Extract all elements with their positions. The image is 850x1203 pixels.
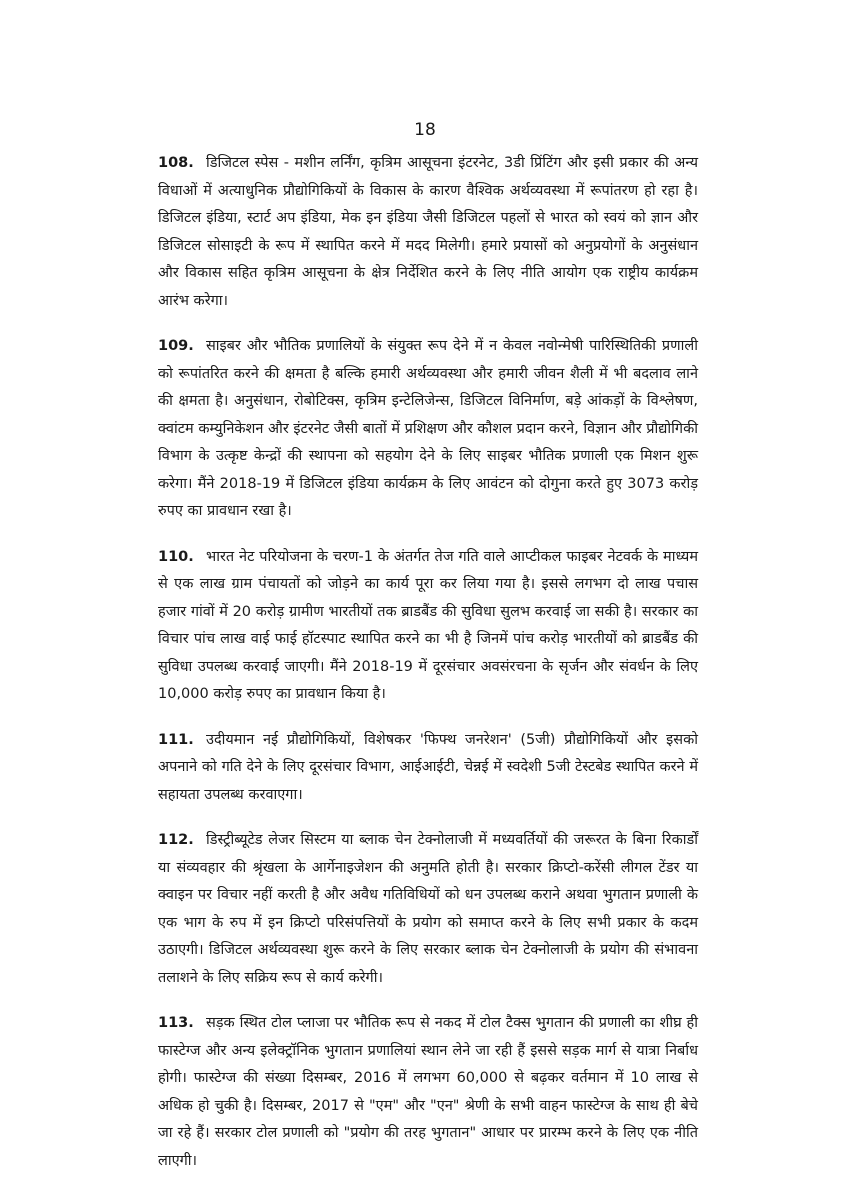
- page-number: 18: [414, 120, 436, 140]
- paragraph-112: [158, 827, 698, 992]
- paragraph-text: भारत नेट परियोजना के चरण-1 के अंतर्गत तेज गति वाले आप्टीकल फाइबर नेटवर्क के माध्यम से एक लाख ग्राम पंचायतों को जोड़ने का कार्य पूरा कर लिया गया है। इससे लगभग दो लाख पचास हजार गांवों में 20 करोड़ ग्रामीण भारतीयों तक ब्राडबैंड की सुविधा सुलभ करवाई जा सकी है। सरकार का विचार पांच लाख वाई फाई हॉटस्पाट स्थापित करने का भी है जिनमें पांच करोड़ भारतीयों को ब्राडबैंड की सुविधा उपलब्ध करवाई जाएगी। मैंने 2018-19 में दूरसंचार अवसंरचना के सृर्जन और संवर्धन के लिए 10,000 करोड़ रुपए का प्रावधान किया है।: [158, 548, 698, 702]
- paragraph-109: [158, 333, 698, 526]
- paragraph-113: [158, 1010, 698, 1175]
- paragraph-number: 109.: [158, 338, 194, 354]
- paragraph-108: [158, 150, 698, 315]
- paragraph-number: 108.: [158, 155, 194, 171]
- paragraph-110: [158, 544, 698, 709]
- paragraph-text: डिजिटल स्पेस - मशीन लर्निंग, कृत्रिम आसूचना इंटरनेट, 3डी प्रिंटिंग और इसी प्रकार की अन्य विधाओं में अत्याधुनिक प्रौद्योगिकियों के विकास के कारण वैश्विक अर्थव्यवस्था में रूपांतरण हो रहा है। डिजिटल इंडिया, स्टार्ट अप इंडिया, मेक इन इंडिया जैसी डिजिटल पहलों से भारत को स्वयं को ज्ञान और डिजिटल सोसाइटी के रूप में स्थापित करने में मदद मिलेगी। हमारे प्रयासों को अनुप्रयोगों के अनुसंधान और विकास सहित कृत्रिम आसूचना के क्षेत्र निर्देशित करने के लिए नीति आयोग एक राष्ट्रीय कार्यक्रम आरंभ करेगा।: [158, 155, 698, 309]
- paragraph-number: 113.: [158, 1015, 194, 1031]
- paragraph-number: 111.: [158, 731, 194, 748]
- paragraph-111: [158, 727, 698, 810]
- document-body: [158, 150, 698, 1193]
- paragraph-text: उदीयमान नई प्रौद्योगिकियों, विशेषकर 'फिफ्थ जनरेशन' (5जी) प्रौद्योगिकियों और इसको अपनाने को गति देने के लिए दूरसंचार विभाग, आईआईटी, चेन्नई में स्वदेशी 5जी टेस्टबेड स्थापित करने में सहायता उपलब्ध करवाएगा।: [158, 731, 698, 803]
- paragraph-text: डिस्ट्रीब्यूटेड लेजर सिस्टम या ब्लाक चेन टेक्नोलाजी में मध्यवर्तियों की जरूरत के बिना रिकार्डों या संव्यवहार की श्रृंखला के आर्गेनाइजेशन की अनुमति होती है। सरकार क्रिप्टो-करेंसी लीगल टेंडर या क्वाइन पर विचार नहीं करती है और अवैध गतिविधियों को धन उपलब्ध कराने अथवा भुगतान प्रणाली के एक भाग के रुप में इन क्रिप्टो परिसंपत्तियों के प्रयोग को समाप्त करने के लिए सभी प्रकार के कदम उठाएगी। डिजिटल अर्थव्यवस्था शुरू करने के लिए सरकार ब्लाक चेन टेक्नोलाजी के प्रयोग की संभावना तलाशने के लिए सक्रिय रूप से कार्य करेगी।: [158, 832, 699, 986]
- paragraph-text: सड़क स्थित टोल प्लाजा पर भौतिक रूप से नकद में टोल टैक्स भुगतान की प्रणाली का शीघ्र ही फास्टेग्ज और अन्य इलेक्ट्रॉनिक भुगतान प्रणालियां स्थान लेने जा रही हैं इससे सड़क मार्ग से यात्रा निर्बाध होगी। फास्टेग्ज की संख्या दिसम्बर, 2016 में लगभग 60,000 से बढ़कर वर्तमान में 10 लाख से अधिक हो चुकी है। दिसम्बर, 2017 से "एम" और "एन" श्रेणी के सभी वाहन फास्टेग्ज के साथ ही बेचे जा रहे हैं। सरकार टोल प्रणाली को "प्रयोग की तरह भुगतान" आधार पर प्रारम्भ करने के लिए एक नीति लाएगी।: [158, 1015, 698, 1169]
- paragraph-text: साइबर और भौतिक प्रणालियों के संयुक्त रूप देने में न केवल नवोन्मेषी पारिस्थितिकी प्रणाली को रूपांतरित करने की क्षमता है बल्कि हमारी अर्थव्यवस्था और हमारी जीवन शैली में भी बदलाव लाने की क्षमता है। अनुसंधान, रोबोटिक्स, कृत्रिम इन्टेलिजेन्स, डिजिटल विनिर्माण, बड़े आंकड़ों के विश्लेषण, क्वांटम कम्युनिकेशन और इंटरनेट जैसी बातों में प्रशिक्षण और कौशल प्रदान करने, विज्ञान और प्रौद्योगिकी विभाग के उत्कृष्ट केन्द्रों की स्थापना को सहयोग देने के लिए साइबर भौतिक प्रणाली एक मिशन शुरू करेगा। मैंने 2018-19 में डिजिटल इंडिया कार्यक्रम के लिए आवंटन को दोगुना करते हुए 3073 करोड़ रुपए का प्रावधान रखा है।: [158, 338, 698, 519]
- paragraph-number: 112.: [158, 832, 194, 848]
- paragraph-number: 110.: [158, 548, 194, 565]
